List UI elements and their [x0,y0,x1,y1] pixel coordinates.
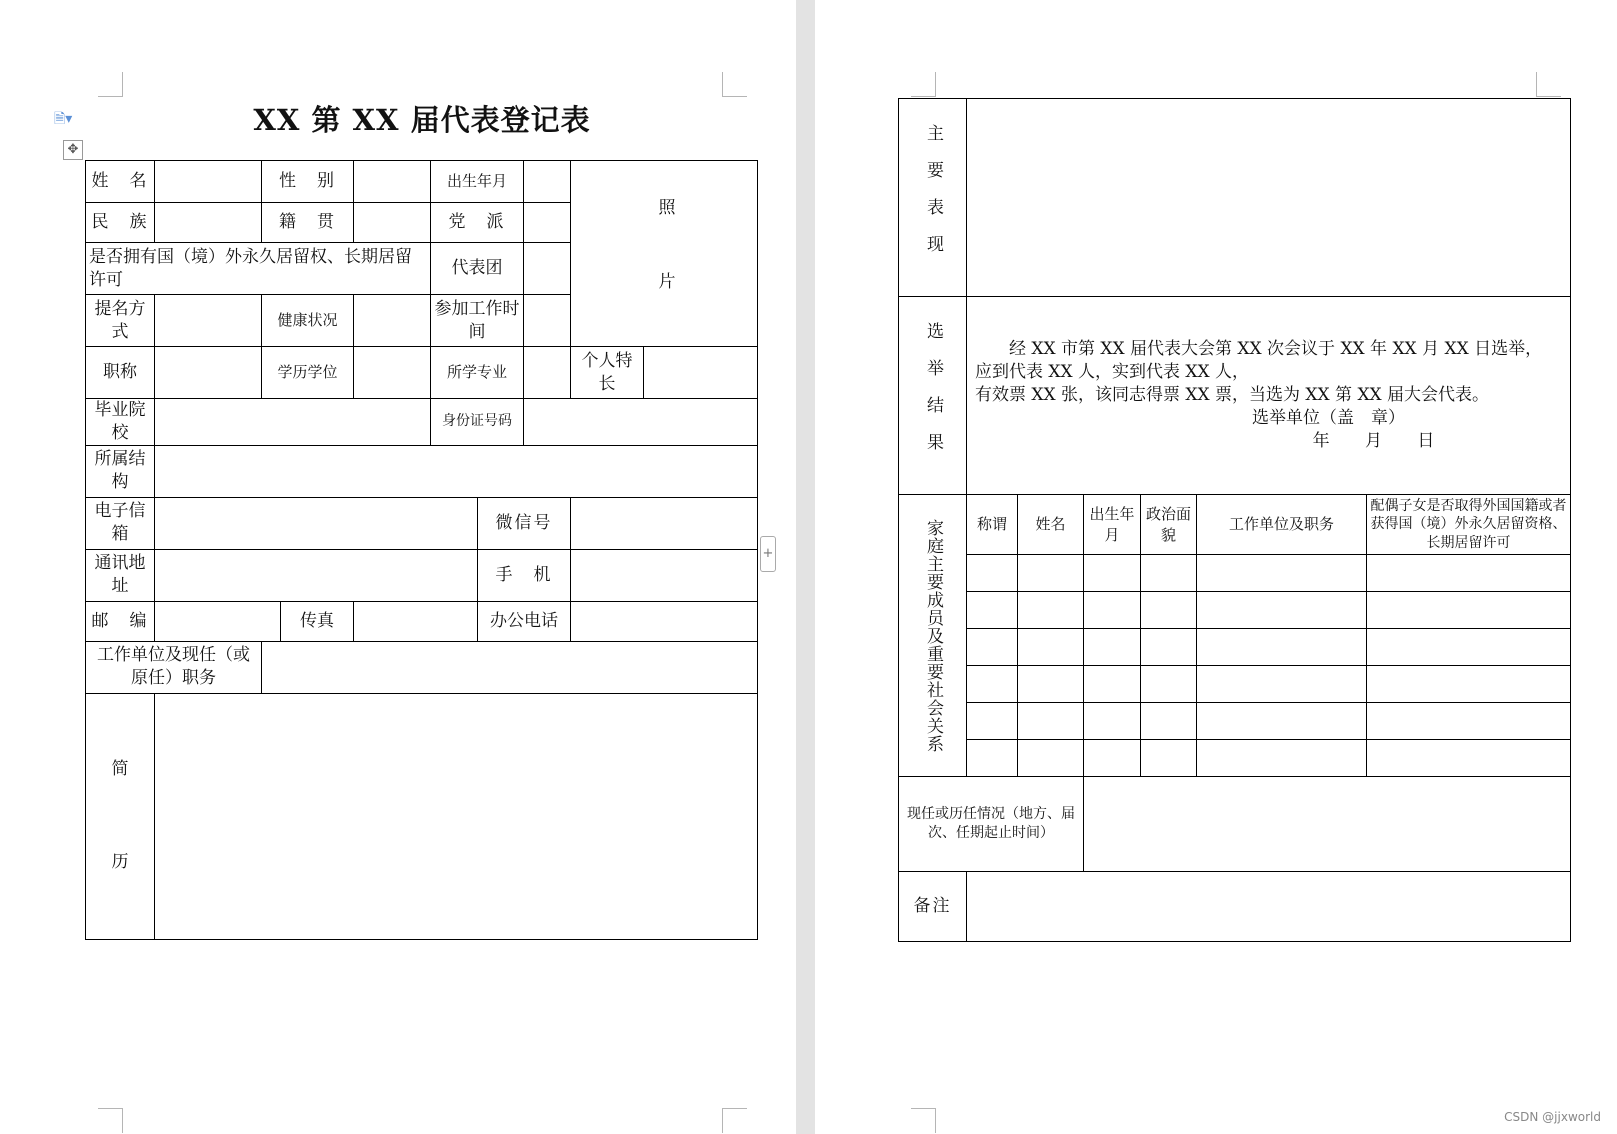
margin-corner [911,1108,936,1133]
performance-label: 主要表现 [899,99,967,297]
education-field[interactable] [354,347,431,399]
school-label: 毕业院校 [86,399,155,446]
family-cell[interactable] [1084,703,1141,740]
specialty-field[interactable] [644,347,758,399]
wechat-field[interactable] [571,497,758,549]
document-icon[interactable]: 🗎▾ [54,111,73,127]
margin-corner [722,72,747,97]
resume-label [86,693,155,939]
delegation-field[interactable] [524,243,571,295]
table-row [899,592,1571,629]
email-label: 电子信箱 [86,497,155,549]
family-cell[interactable] [1141,666,1197,703]
family-cell[interactable] [967,666,1018,703]
mobile-field[interactable] [571,549,758,601]
family-cell[interactable] [1141,703,1197,740]
election-line-5: 年 月 日 [1312,430,1435,451]
add-row-handle[interactable]: + [760,536,776,572]
title-rank-label: 职称 [86,347,155,399]
family-label: 家庭主要成员及重要社会关系 [899,495,967,777]
health-label: 健康状况 [262,295,354,347]
office-phone-label: 办公电话 [478,601,571,641]
family-cell[interactable] [1197,555,1367,592]
email-field[interactable] [155,497,478,549]
registration-table-continued [898,98,1571,942]
history-label: 现任或历任情况（地方、届次、任期起止时间） [899,777,1084,872]
id-number-label: 身份证号码 [431,399,524,446]
family-cell[interactable] [1018,666,1084,703]
family-cell[interactable] [1084,629,1141,666]
family-cell[interactable] [1367,592,1571,629]
wechat-label: 微信号 [478,497,571,549]
family-header-work: 工作单位及职务 [1197,495,1367,555]
address-field[interactable] [155,549,478,601]
watermark: CSDN @jjxworld [1504,1110,1601,1124]
major-label: 所学专业 [431,347,524,399]
organization-field[interactable] [155,445,758,497]
specialty-label: 个人特长 [571,347,644,399]
birth-field[interactable] [524,161,571,203]
table-row [899,740,1571,777]
nomination-label: 提名方式 [86,295,155,347]
margin-corner [98,1108,123,1133]
election-line-3: 有效票 XX 张，该同志得票 XX 票，当选为 XX 第 XX 届大会代表。 [975,385,1490,406]
family-cell[interactable] [1084,666,1141,703]
native-field[interactable] [354,203,431,243]
family-cell[interactable] [1197,703,1367,740]
family-cell[interactable] [1141,740,1197,777]
postcode-field[interactable] [155,601,281,641]
remarks-field[interactable] [967,872,1571,942]
family-header-relation: 称谓 [967,495,1018,555]
document-page-2 [815,0,1617,1134]
family-cell[interactable] [967,555,1018,592]
table-move-icon[interactable]: ✥ [63,140,83,160]
family-cell[interactable] [1367,703,1571,740]
family-cell[interactable] [1018,555,1084,592]
fax-field[interactable] [354,601,478,641]
resume-field[interactable] [155,693,758,939]
health-field[interactable] [354,295,431,347]
family-cell[interactable] [1084,555,1141,592]
family-cell[interactable] [1018,629,1084,666]
election-line-4: 选举单位（盖 章） [1252,407,1406,428]
family-cell[interactable] [1367,740,1571,777]
performance-field[interactable] [967,99,1571,297]
work-unit-field[interactable] [262,641,758,693]
table-row [899,629,1571,666]
table-row [899,555,1571,592]
gender-label: 性 别 [262,161,354,203]
family-cell[interactable] [1367,666,1571,703]
school-field[interactable] [155,399,431,446]
family-cell[interactable] [1367,629,1571,666]
work-start-label: 参加工作时间 [431,295,524,347]
resume-label-1: 简 [111,759,129,780]
margin-corner [1536,72,1561,97]
remarks-label: 备注 [899,872,967,942]
margin-corner [911,72,936,97]
family-cell[interactable] [1367,555,1571,592]
family-cell[interactable] [1018,740,1084,777]
name-field[interactable] [155,161,262,203]
family-cell[interactable] [967,629,1018,666]
family-cell[interactable] [1018,703,1084,740]
ethnic-field[interactable] [155,203,262,243]
family-cell[interactable] [967,740,1018,777]
id-number-field[interactable] [524,399,758,446]
election-line-2: 应到代表 XX 人，实到代表 XX 人， [975,362,1250,383]
work-start-field[interactable] [524,295,571,347]
family-cell[interactable] [967,703,1018,740]
native-label: 籍 贯 [262,203,354,243]
election-line-1: 经 XX 市第 XX 届代表大会第 XX 次会议于 XX 年 XX 月 XX 日选举， [1009,339,1543,360]
party-field[interactable] [524,203,571,243]
family-cell[interactable] [1141,555,1197,592]
photo-cell[interactable]: 照 片 [571,161,758,347]
office-phone-field[interactable] [571,601,758,641]
family-header-foreign: 配偶子女是否取得外国国籍或者获得国（境）外永久居留资格、长期居留许可 [1367,495,1571,555]
family-header-birth: 出生年月 [1084,495,1141,555]
delegation-label: 代表团 [431,243,524,295]
election-label: 选举结果 [899,297,967,495]
family-cell[interactable] [1018,592,1084,629]
party-label: 党 派 [431,203,524,243]
family-cell[interactable] [1197,666,1367,703]
fax-label: 传真 [281,601,354,641]
table-row [899,703,1571,740]
name-label: 姓 名 [86,161,155,203]
family-cell[interactable] [1197,629,1367,666]
family-header-name: 姓名 [1018,495,1084,555]
document-page-1 [0,0,796,1134]
education-label: 学历学位 [262,347,354,399]
family-cell[interactable] [1084,740,1141,777]
registration-table [85,160,758,940]
family-cell[interactable] [1084,592,1141,629]
family-cell[interactable] [1141,629,1197,666]
margin-corner [722,1108,747,1133]
family-header-political: 政治面貌 [1141,495,1197,555]
nomination-field[interactable] [155,295,262,347]
address-label: 通讯地址 [86,549,155,601]
mobile-label: 手 机 [478,549,571,601]
election-result-text [967,297,1571,495]
form-title: XX 第 XX 届代表登记表 [253,103,591,137]
residence-label: 是否拥有国（境）外永久居留权、长期居留许可 [86,243,431,295]
major-field[interactable] [524,347,571,399]
history-field[interactable] [1084,777,1571,872]
family-cell[interactable] [1141,592,1197,629]
resume-label-2: 历 [111,852,129,873]
gender-field[interactable] [354,161,431,203]
postcode-label: 邮 编 [86,601,155,641]
family-cell[interactable] [1197,740,1367,777]
title-rank-field[interactable] [155,347,262,399]
birth-label: 出生年月 [431,161,524,203]
organization-label: 所属结构 [86,445,155,497]
family-cell[interactable] [1197,592,1367,629]
family-cell[interactable] [967,592,1018,629]
table-row [899,666,1571,703]
margin-corner [98,72,123,97]
ethnic-label: 民 族 [86,203,155,243]
work-unit-label: 工作单位及现任（或原任）职务 [86,641,262,693]
